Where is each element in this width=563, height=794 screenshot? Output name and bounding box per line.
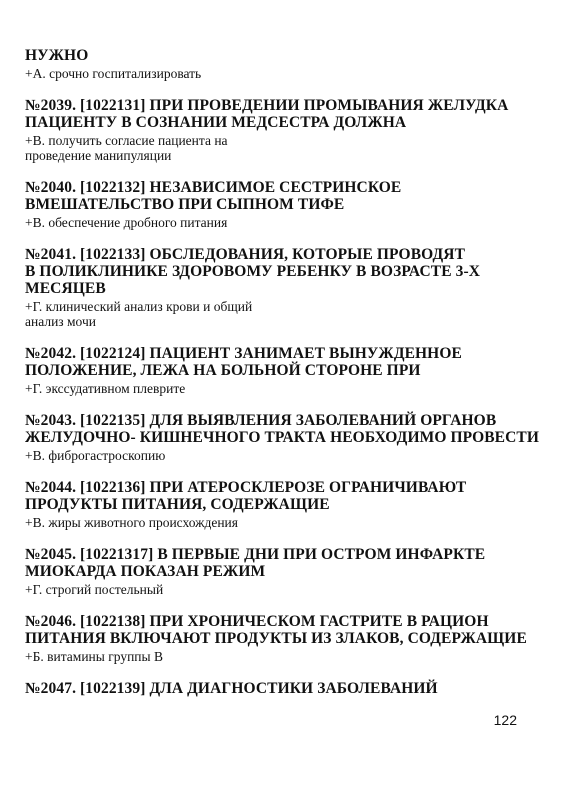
answer-text	[25, 515, 545, 530]
question-block-2047	[25, 680, 545, 697]
question-line: ПАЦИЕНТУ В СОЗНАНИИ МЕДСЕСТРА ДОЛЖНА	[25, 114, 407, 131]
answer-text	[25, 381, 545, 396]
question-text	[25, 47, 545, 64]
question-line: ЖЕЛУДОЧНО- КИШНЕЧНОГО ТРАКТА НЕОБХОДИМО ПРОВЕСТИ	[25, 429, 540, 446]
question-block-2041	[25, 246, 545, 329]
answer-line: +Б. витамины группы В	[25, 649, 163, 664]
question-line: №2041. [1022133] ОБСЛЕДОВАНИЯ, КОТОРЫЕ ПРОВОДЯТ	[25, 246, 466, 263]
question-text	[25, 680, 545, 697]
question-line: №2043. [1022135] ДЛЯ ВЫЯВЛЕНИЯ ЗАБОЛЕВАНИЙ ОРГАНОВ	[25, 412, 497, 429]
question-text	[25, 546, 545, 580]
question-block-2043	[25, 412, 545, 463]
question-block-fragment	[25, 47, 545, 81]
answer-line: +В. фиброгастроскопию	[25, 448, 166, 463]
question-line: НУЖНО	[25, 47, 89, 64]
answer-line: +Г. клинический анализ крови и общий	[25, 299, 253, 314]
answer-text	[25, 649, 545, 664]
question-line: №2047. [1022139] ДЛА ДИАГНОСТИКИ ЗАБОЛЕВАНИЙ	[25, 680, 438, 697]
question-text	[25, 97, 545, 131]
answer-line: +Г. строгий постельный	[25, 582, 164, 597]
question-line: №2039. [1022131] ПРИ ПРОВЕДЕНИИ ПРОМЫВАНИЯ ЖЕЛУДКА	[25, 97, 509, 114]
questions-list	[25, 47, 545, 713]
question-text	[25, 479, 545, 513]
question-line: №2045. [10221317] В ПЕРВЫЕ ДНИ ПРИ ОСТРОМ ИНФАРКТЕ	[25, 546, 486, 563]
page-number: 122	[493, 712, 517, 728]
question-block-2042	[25, 345, 545, 396]
question-block-2046	[25, 613, 545, 664]
answer-line: +Г. экссудативном плеврите	[25, 381, 186, 396]
answer-text	[25, 215, 545, 230]
answer-text	[25, 448, 545, 463]
question-block-2040	[25, 179, 545, 230]
answer-line: +А. срочно госпитализировать	[25, 66, 202, 81]
answer-text	[25, 66, 545, 81]
question-line: №2042. [1022124] ПАЦИЕНТ ЗАНИМАЕТ ВЫНУЖДЕННОЕ	[25, 345, 462, 362]
answer-line: +В. обеспечение дробного питания	[25, 215, 228, 230]
question-line: №2044. [1022136] ПРИ АТЕРОСКЛЕРОЗЕ ОГРАНИЧИВАЮТ	[25, 479, 467, 496]
answer-text	[25, 133, 545, 163]
question-line: ПРОДУКТЫ ПИТАНИЯ, СОДЕРЖАЩИЕ	[25, 496, 330, 513]
answer-line: +В. получить согласие пациента на	[25, 133, 228, 148]
question-line: ВМЕШАТЕЛЬСТВО ПРИ СЫПНОМ ТИФЕ	[25, 196, 345, 213]
answer-line: анализ мочи	[25, 314, 96, 329]
question-text	[25, 246, 545, 297]
question-line: ПОЛОЖЕНИЕ, ЛЕЖА НА БОЛЬНОЙ СТОРОНЕ ПРИ	[25, 362, 421, 379]
question-line: В ПОЛИКЛИНИКЕ ЗДОРОВОМУ РЕБЕНКУ В ВОЗРАСТЕ 3-Х	[25, 263, 481, 280]
answer-text	[25, 299, 545, 329]
question-line: №2046. [1022138] ПРИ ХРОНИЧЕСКОМ ГАСТРИТЕ В РАЦИОН	[25, 613, 489, 630]
question-line: ПИТАНИЯ ВКЛЮЧАЮТ ПРОДУКТЫ ИЗ ЗЛАКОВ, СОДЕРЖАЩИЕ	[25, 630, 527, 647]
question-text	[25, 412, 545, 446]
question-text	[25, 613, 545, 647]
answer-text	[25, 582, 545, 597]
question-block-2045	[25, 546, 545, 597]
answer-line: проведение манипуляции	[25, 148, 172, 163]
question-text	[25, 179, 545, 213]
question-line: МИОКАРДА ПОКАЗАН РЕЖИМ	[25, 563, 266, 580]
question-text	[25, 345, 545, 379]
question-line: №2040. [1022132] НЕЗАВИСИМОЕ СЕСТРИНСКОЕ	[25, 179, 402, 196]
question-block-2044	[25, 479, 545, 530]
question-line: МЕСЯЦЕВ	[25, 280, 106, 297]
question-block-2039	[25, 97, 545, 163]
answer-line: +В. жиры животного происхождения	[25, 515, 238, 530]
